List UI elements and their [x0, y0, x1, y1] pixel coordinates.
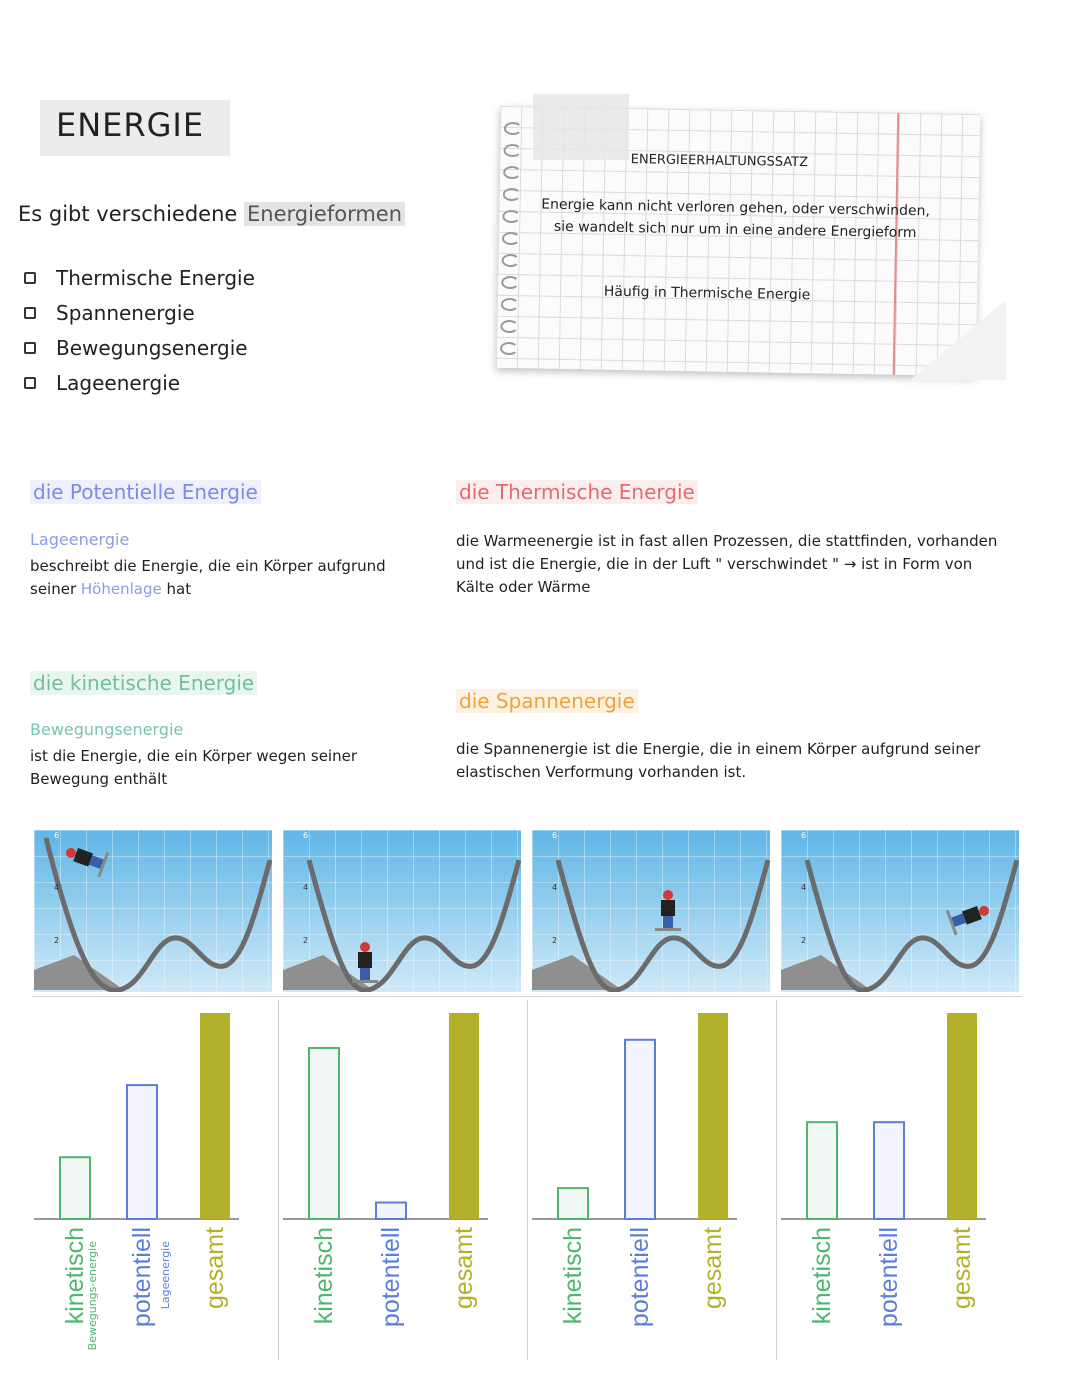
- bar-gesamt: [698, 1013, 728, 1219]
- note-extra: Häufig in Thermische Energie: [603, 283, 811, 304]
- spring-title: die Spannenergie: [456, 689, 638, 713]
- intro-line: [18, 202, 405, 226]
- kinetic-title: die kinetische Energie: [30, 671, 257, 695]
- bullet-icon: [24, 342, 36, 354]
- potential-highlight: Höhenlage: [80, 580, 162, 598]
- bar-gesamt: [947, 1013, 977, 1219]
- potential-subtitle: Lageenergie: [30, 530, 130, 549]
- bullet-icon: [24, 377, 36, 389]
- list-item: Spannenergie: [24, 295, 255, 330]
- skate-panel: [283, 830, 521, 992]
- tick-label: potentiell: [626, 1227, 654, 1328]
- mountain: [34, 955, 124, 990]
- energy-bar-charts: [0, 1000, 1080, 1394]
- axis-tick: 4: [303, 883, 309, 892]
- bar-potentiell: [127, 1085, 157, 1219]
- bar-potentiell: [376, 1203, 406, 1219]
- skater: [659, 890, 677, 930]
- tick-label: potentiell: [377, 1227, 405, 1328]
- axis-tick: 4: [54, 883, 60, 892]
- annotation: Lageenergie: [159, 1241, 172, 1310]
- tick-label: kinetisch: [310, 1227, 338, 1325]
- tick-label: gesamt: [450, 1227, 478, 1309]
- axis-tick: 2: [801, 936, 807, 945]
- bar-potentiell: [625, 1040, 655, 1219]
- ring-icon: [501, 298, 519, 311]
- kinetic-subtitle: Bewegungsenergie: [30, 720, 184, 739]
- list-item: Thermische Energie: [24, 260, 255, 295]
- ring-icon: [503, 188, 521, 201]
- tick-label: kinetisch: [808, 1227, 836, 1325]
- axis-tick: 6: [801, 831, 807, 840]
- spring-text: die Spannenergie ist die Energie, die in einem Körper aufgrund seiner elastischen Verformung vorhanden ist.: [456, 740, 981, 781]
- ring-icon: [500, 320, 518, 333]
- mountain: [781, 955, 871, 990]
- bar-kinetisch: [807, 1122, 837, 1219]
- ring-icon: [503, 166, 521, 179]
- tick-label: gesamt: [201, 1227, 229, 1309]
- list-item: Bewegungsenergie: [24, 330, 255, 365]
- axis-tick: 6: [303, 831, 309, 840]
- page-title: ENERGIE: [56, 106, 205, 144]
- ring-icon: [500, 342, 518, 355]
- bar-kinetisch: [558, 1188, 588, 1219]
- annotation: Bewegungs-energie: [86, 1241, 99, 1351]
- thermal-title: die Thermische Energie: [456, 480, 698, 504]
- tick-label: kinetisch: [559, 1227, 587, 1325]
- list-item: Lageenergie: [24, 365, 255, 400]
- axis-tick: 6: [54, 831, 60, 840]
- axis-tick: 2: [303, 936, 309, 945]
- potential-text: beschreibt die Energie, die ein Körper aufgrund seiner Höhenlage hat: [30, 557, 386, 598]
- mountain: [532, 955, 622, 990]
- note-heading: ENERGIEERHALTUNGSSATZ: [630, 152, 809, 171]
- ring-icon: [504, 122, 522, 135]
- tick-label: potentiell: [875, 1227, 903, 1328]
- skater: [356, 942, 374, 982]
- bar-potentiell: [874, 1122, 904, 1219]
- bullet-icon: [24, 307, 36, 319]
- ring-icon: [502, 232, 520, 245]
- axis-tick: 4: [801, 883, 807, 892]
- skate-panel: [532, 830, 770, 992]
- track-svg: [532, 830, 770, 992]
- ring-icon: [501, 276, 519, 289]
- bar-kinetisch: [60, 1157, 90, 1219]
- intro-highlight: Energieformen: [244, 202, 405, 226]
- intro-prefix: Es gibt verschiedene: [18, 202, 238, 226]
- ring-icon: [502, 210, 520, 223]
- tick-label: potentiell: [128, 1227, 156, 1328]
- kinetic-text: ist die Energie, die ein Körper wegen seiner Bewegung enthält: [30, 747, 357, 788]
- divider: [32, 996, 1022, 997]
- axis-tick: 2: [54, 936, 60, 945]
- bar-gesamt: [200, 1013, 230, 1219]
- axis-tick: 4: [552, 883, 558, 892]
- axis-tick: 2: [552, 936, 558, 945]
- bar-kinetisch: [309, 1048, 339, 1219]
- skate-panel: [34, 830, 272, 992]
- bar-gesamt: [449, 1013, 479, 1219]
- tick-label: gesamt: [948, 1227, 976, 1309]
- track-svg: [283, 830, 521, 992]
- note-text: Energie kann nicht verloren gehen, oder verschwinden, sie wandelt sich nur um in eine andere Energieform: [541, 196, 931, 242]
- thermal-text: die Warmeenergie ist in fast allen Prozessen, die stattfinden, vorhanden und ist die Energie, die in der Luft " verschwindet " → ist in Form von Kälte oder Wärme: [456, 532, 998, 596]
- ring-icon: [502, 254, 520, 267]
- energy-forms-list: [24, 260, 255, 400]
- tape: [533, 94, 629, 160]
- skate-panel: [781, 830, 1019, 992]
- bullet-icon: [24, 272, 36, 284]
- tick-label: gesamt: [699, 1227, 727, 1309]
- potential-title: die Potentielle Energie: [30, 480, 261, 504]
- tick-label: kinetisch: [61, 1227, 89, 1325]
- axis-tick: 6: [552, 831, 558, 840]
